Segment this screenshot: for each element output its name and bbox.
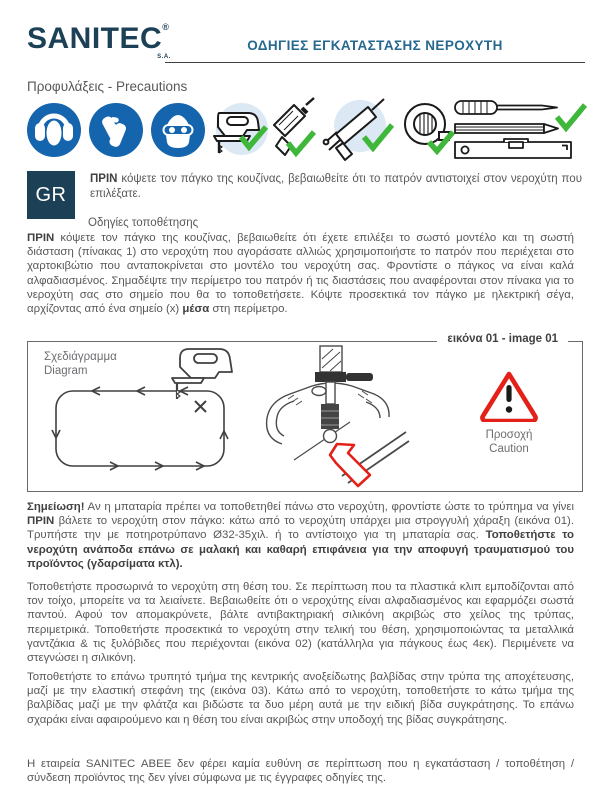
gloves-icon [89,103,143,157]
caulk-gun-icon [316,96,402,162]
gr-intro-text: κόψετε τον πάγκο της κουζίνας, βεβαιωθείτε ότι το πατρόν αντιστοιχεί στον νεροχύτη που επιλέξατε. [90,173,582,200]
language-badge-gr [27,171,75,219]
caution-label-en: Caution [489,443,529,455]
page-title: ΟΔΗΓΙΕΣ ΕΓΚΑΤΑΣΤΑΣΗΣ ΝΕΡΟΧΥΤΗ [247,38,503,53]
diagram-label-en: Diagram [44,365,88,377]
bold-prin-2: ΠΡΙΝ [27,515,55,528]
paragraph-placement: Τοποθετήστε προσωρινά το νεροχύτη στη θέση του. Σε περίπτωση που τα πλαστικά κλιπ εμποδίζονται από τον τοίχο, μπορείτε να τα λειαίνετε. Βεβαιωθείτε ότι ο νεροχύτης είναι αλφαδιασμένος και εφαρμόζει σωστά παντού. Αφού τον απομακρύνετε, βάλτε αντιβακτηριακή σιλικόνη ακριβώς στο χείλος της τρύπας, περιμετρικά. Τοποθετήστε προσεκτικά το νεροχύτη στην τελική του θέση, χρησιμοποιώντας τα μεταλλικά γαντζάκια & τις ξυλόβιδες που περιέχονται (εικόνα 02) (κατάλληλα για πάγκους έως 4εκ). Περιμένετε να στεγνώσει η σιλικόνη. [27,581,574,665]
diagram-label-gr: Σχεδιάγραμμα [44,351,117,363]
bold-note: Σημείωση! [27,501,85,513]
paragraph-cutting [27,231,574,316]
logo-sa-suffix: S.A. [157,54,171,60]
caution-label-gr: Προσοχή [485,429,533,441]
paragraph-note [27,500,574,571]
tape-measure-icon [401,100,455,158]
figure-legend: εικόνα 01 - image 01 [437,333,568,345]
hand-tools-icon [454,98,588,160]
sanitec-logo [27,22,171,60]
gr-intro-paragraph [90,172,582,201]
text-cutting-end: στη περίμετρο. [209,303,288,316]
gr-intro-bold: ΠΡΙΝ [90,173,118,185]
language-code: GR [35,183,67,206]
face-protection-icon [151,103,205,157]
warning-triangle-icon [480,370,538,422]
ear-protection-icon [27,103,81,157]
bold-upside-down: Τοποθετήστε το νεροχύτη ανάποδα επάνω σε μαλακή και καθαρή επιφάνεια για την αποφυγή τραυματισμού του προϊόντος (γδαρσίματα κτλ). [27,529,575,570]
installation-heading: Οδηγίες τοποθέτησης [88,217,199,229]
paragraph-valve: Τοποθετήστε το επάνω τρυπητό τμήμα της κεντρικής ανοξείδωτης βαλβίδας στην τρύπα της αποχέτευσης, μαζί με την ελαστική στεφάνη της (εικόνα 03). Κάτω από το νεροχύτη, τοποθετήστε το κάτω τμήμα της βαλβίδας μαζί με την φλάτζα και βιδώστε τα δυο μέρη αυτά με την ειδική βίδα συγκράτησης. Το επάνω σχαράκι είναι αφαιρούμενο και η θέση του είναι ακριβώς στην υποδοχή της βίδας συγκράτησης. [27,671,574,726]
bold-prin: ΠΡΙΝ [27,232,55,244]
bold-mesa: μέσα [182,303,210,316]
registered-mark: ® [162,22,169,32]
logo-text: SANITEC [27,22,163,55]
text-note-1: Αν η μπαταρία πρέπει να τοποθετηθεί πάνω στο νεροχύτη, φροντίστε ώστε το τρύπημα να γίνει [84,501,574,513]
precautions-heading: Προφυλάξεις - Precautions [27,79,188,94]
title-underline [165,62,585,63]
caution-label [458,428,560,456]
text-note-2: βάλετε το νεροχύτη στον πάγκο: κάτω από το νεροχύτη υπάρχει μια στρογγυλή χάραξη (εικόνα 01). Τρυπήστε την με ποτηροτρύπανο Ø32-35χιλ. ή το αντίστοιχο για τη μπαταρία σας. [27,515,574,542]
figure-image-01 [27,333,583,492]
jigsaw-cutline-icon [48,346,252,486]
drill-hole-illustration [254,344,412,490]
drill-icon [268,97,316,161]
text-cutting: κόψετε τον πάγκο της κουζίνας, βεβαιωθείτε ότι έχετε επιλέξει το σωστό μοντέλο και τη σωστή διάσταση (πίνακας 1) στο νεροχύτη που αγοράσατε αλλιώς χρησιμοποιήστε το πατρόν που περιέχεται στο χαρτοκιβώτιο που ανταποκρίνεται στο μοντέλο του νεροχύτη σας. Φροντίστε ο πάγκος να είναι καλά αλφαδιασμένος. Σημαδέψτε την περίμετρο του πατρόν ή τις διαστάσεις που αναφέρονται στον πίνακα για το νεροχύτη σας στο σημείο που θα το τοποθετήσετε. Κόψτε προσεκτικά τον πάγκο με ηλεκτρική σέγα, αρχίζοντας από ένα σημείο (x) [27,232,574,316]
paragraph-disclaimer: Η εταιρεία SANITEC ΑΒΕΕ δεν φέρει καμία ευθύνη σε περίπτωση που η εγκατάσταση / τοποθέτηση / σύνδεση προϊόντος της δεν γίνει σύμφωνα με τις έγγραφες οδηγίες της. [27,758,574,785]
jigsaw-icon [205,99,269,161]
